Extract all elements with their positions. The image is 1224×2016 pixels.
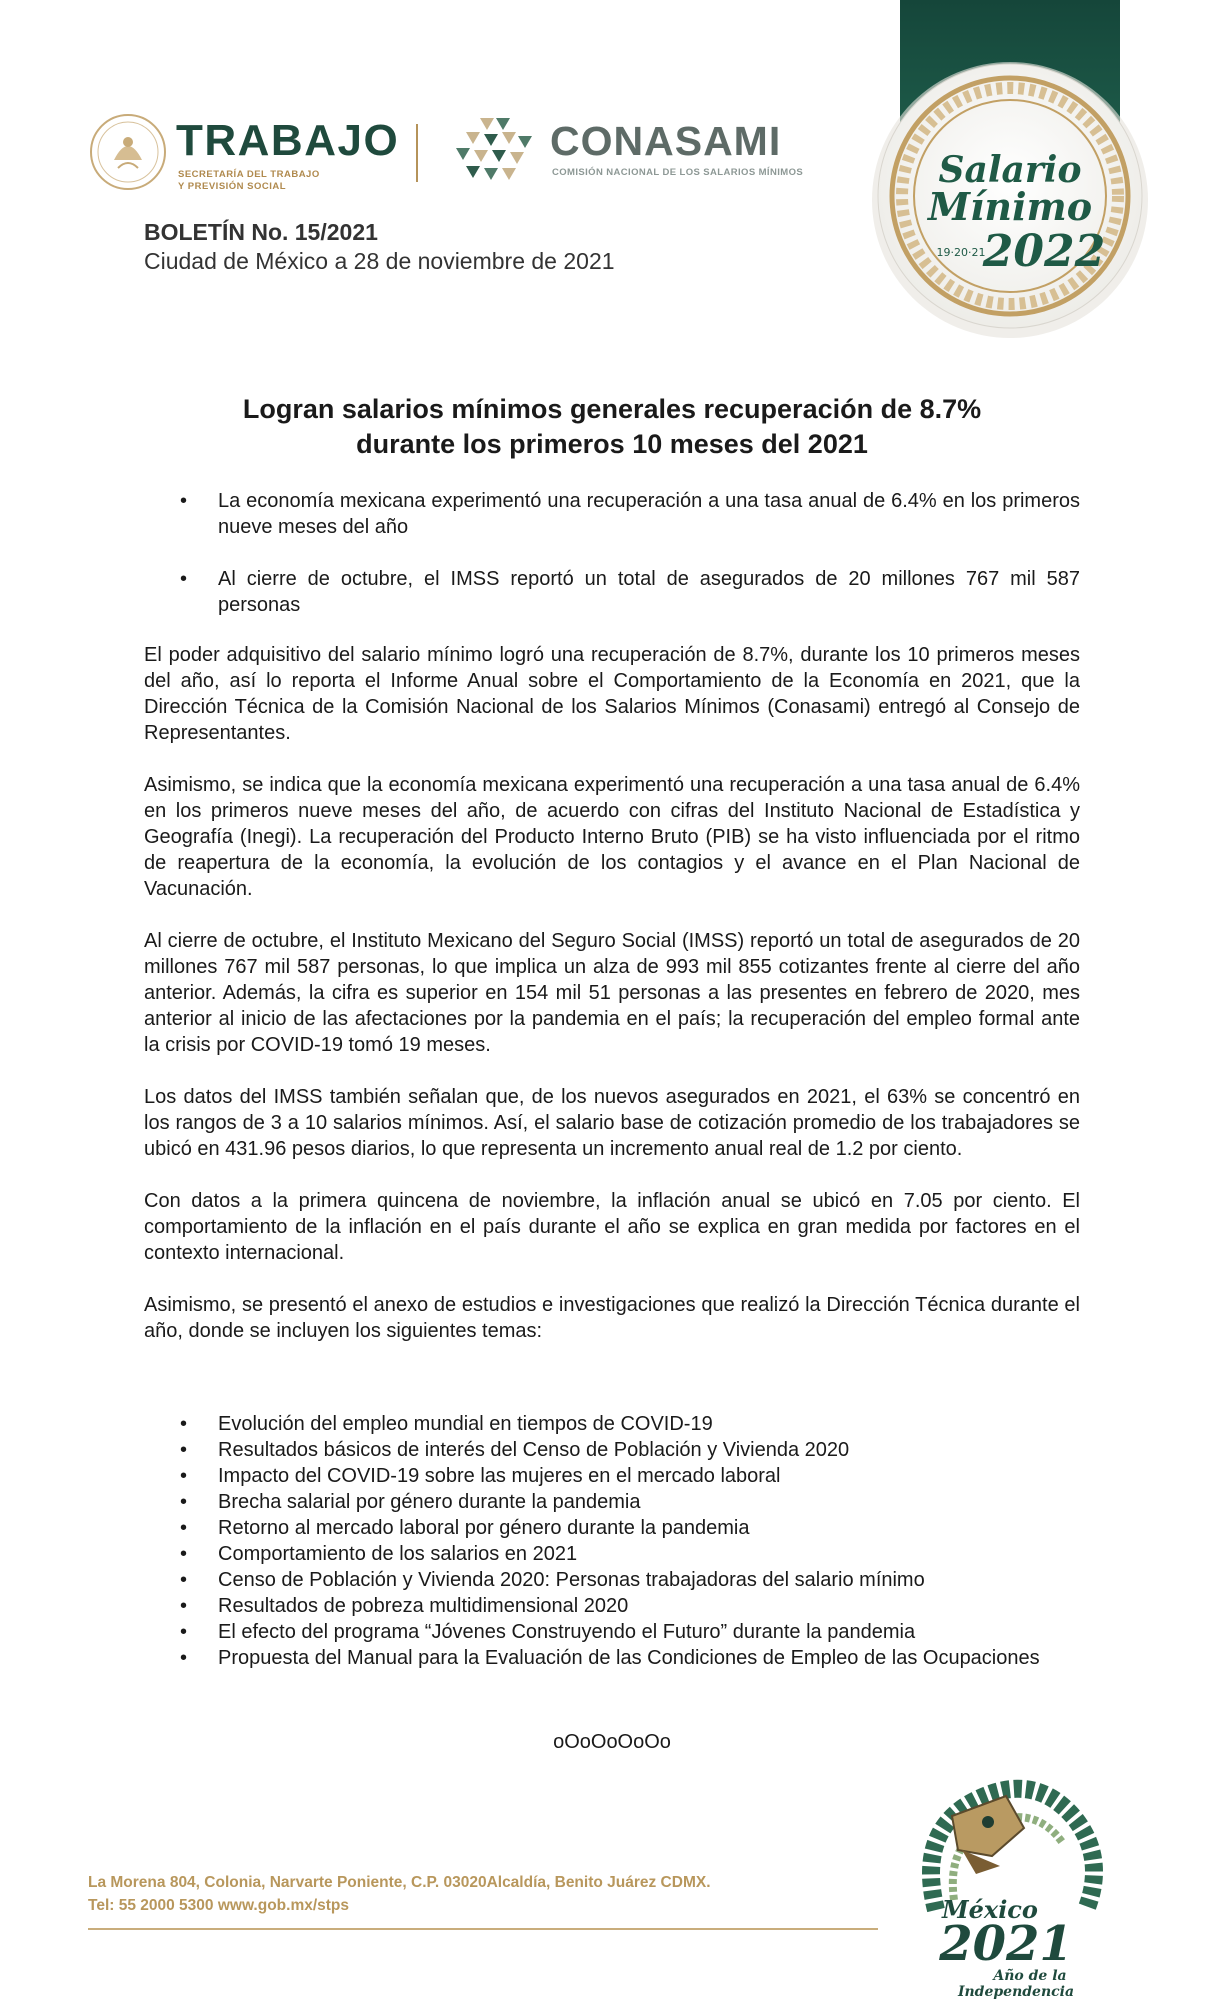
topic-item: • Resultados de pobreza multidimensional 2020 [144,1593,1080,1619]
footer-contact: Tel: 55 2000 5300 www.gob.mx/stps [88,1897,350,1914]
highlights-list [144,488,1080,618]
conasami-subtitle: COMISIÓN NACIONAL DE LOS SALARIOS MÍNIMOS [552,167,804,178]
emblem-line2: Año de la [993,1968,1067,1984]
trabajo-subtitle: Y PREVISIÓN SOCIAL [178,181,287,192]
badge-years-small: 19·20·21 [936,246,986,259]
footer-rule [88,1928,878,1930]
paragraph: Al cierre de octubre, el Instituto Mexicano del Seguro Social (IMSS) reportó un total de asegurados de 20 millones 767 mil 587 personas, lo que implica un alza de 993 mil 855 cotizantes frente al cierre del año anterior. Además, la cifra es superior en 154 mil 51 personas a las presentes en febrero de 2020, mes anterior al inicio de las afectaciones por la pandemia en el país; la recuperación del empleo formal ante la crisis por COVID-19 tomó 19 meses. [144,930,1080,1056]
topic-item: • Impacto del COVID-19 sobre las mujeres en el mercado laboral [144,1463,1080,1489]
closing-mark: oOoOoOoOo [553,1731,671,1753]
paragraph: Los datos del IMSS también señalan que, de los nuevos asegurados en 2021, el 63% se concentró en los rangos de 3 a 10 salarios mínimos. Así, el salario base de cotización promedio de los trabajadores se ubicó en 431.96 pesos diarios, lo que representa un incremento anual real de 1.2 por ciento. [144,1086,1080,1160]
bulletin-number: BOLETÍN No. 15/2021 [144,219,378,245]
emblem-mexico: México [942,1895,1038,1924]
salario-minimo-2022-badge [860,0,1160,360]
paragraph: Asimismo, se indica que la economía mexicana experimentó una recuperación a una tasa anual de 6.4% en los primeros nueve meses del año, de acuerdo con cifras del Instituto Nacional de Estadística y Geografía (Inegi). La recuperación del Producto Interno Bruto (PIB) se ha visto influenciada por el ritmo de reapertura de la economía, la evolución de los contagios y el avance en el Plan Nacional de Vacunación. [144,774,1080,900]
badge-line2: Mínimo [927,184,1093,229]
paragraph: Asimismo, se presentó el anexo de estudios e investigaciones que realizó la Dirección Técnica durante el año, donde se incluyen los siguientes temas: [144,1294,1080,1342]
conasami-logo [448,112,848,192]
trabajo-subtitle: SECRETARÍA DEL TRABAJO [178,169,320,180]
headline-line: durante los primeros 10 meses del 2021 [356,429,868,459]
body-text [144,642,1080,1370]
topic-item: • Resultados básicos de interés del Censo de Población y Vivienda 2020 [144,1437,1080,1463]
trabajo-logo [88,112,398,192]
badge-year: 2022 [982,226,1106,277]
headline-line: Logran salarios mínimos generales recuperación de 8.7% [242,394,982,424]
emblem-line3: Independencia [957,1984,1075,2000]
topic-item: • El efecto del programa “Jóvenes Construyendo el Futuro” durante la pandemia [144,1619,1080,1645]
topic-item: • Retorno al mercado laboral por género durante la pandemia [144,1515,1080,1541]
mexico-2021-emblem [896,1770,1116,2006]
footer-address: La Morena 804, Colonia, Narvarte Poniente, C.P. 03020Alcaldía, Benito Juárez CDMX. [88,1874,711,1891]
topic-item: • Censo de Población y Vivienda 2020: Personas trabajadoras del salario mínimo [144,1567,1080,1593]
highlight-item: • La economía mexicana experimentó una recuperación a una tasa anual de 6.4% en los primeros nueve meses del año [144,488,1080,540]
highlight-item: • Al cierre de octubre, el IMSS reportó un total de asegurados de 20 millones 767 mil 587 personas [144,566,1080,618]
logo-divider [416,124,418,182]
trabajo-wordmark: TRABAJO [176,116,400,165]
conasami-triangles-icon [448,112,538,192]
topic-item: • Comportamiento de los salarios en 2021 [144,1541,1080,1567]
topic-item: • Propuesta del Manual para la Evaluación de las Condiciones de Empleo de las Ocupaciones [144,1645,1080,1671]
emblem-year: 2021 [939,1916,1073,1972]
bulletin-place-date: Ciudad de México a 28 de noviembre de 2021 [144,248,615,274]
paragraph: Con datos a la primera quincena de noviembre, la inflación anual se ubicó en 7.05 por ciento. El comportamiento de la inflación en el país durante el año se explica en gran medida por factores en el contexto internacional. [144,1190,1080,1264]
topic-item: • Evolución del empleo mundial en tiempos de COVID-19 [144,1411,1080,1437]
headline [144,392,1080,462]
mexico-seal-icon [88,112,168,192]
topic-item: • Brecha salarial por género durante la pandemia [144,1489,1080,1515]
badge-line1: Salario [938,149,1082,191]
paragraph: El poder adquisitivo del salario mínimo logró una recuperación de 8.7%, durante los 10 primeros meses del año, así lo reporta el Informe Anual sobre el Comportamiento de la Economía en 2021, que la Dirección Técnica de la Comisión Nacional de los Salarios Mínimos (Conasami) entregó al Consejo de Representantes. [144,644,1080,744]
conasami-wordmark: CONASAMI [550,118,782,164]
topics-list [144,1411,1080,1671]
